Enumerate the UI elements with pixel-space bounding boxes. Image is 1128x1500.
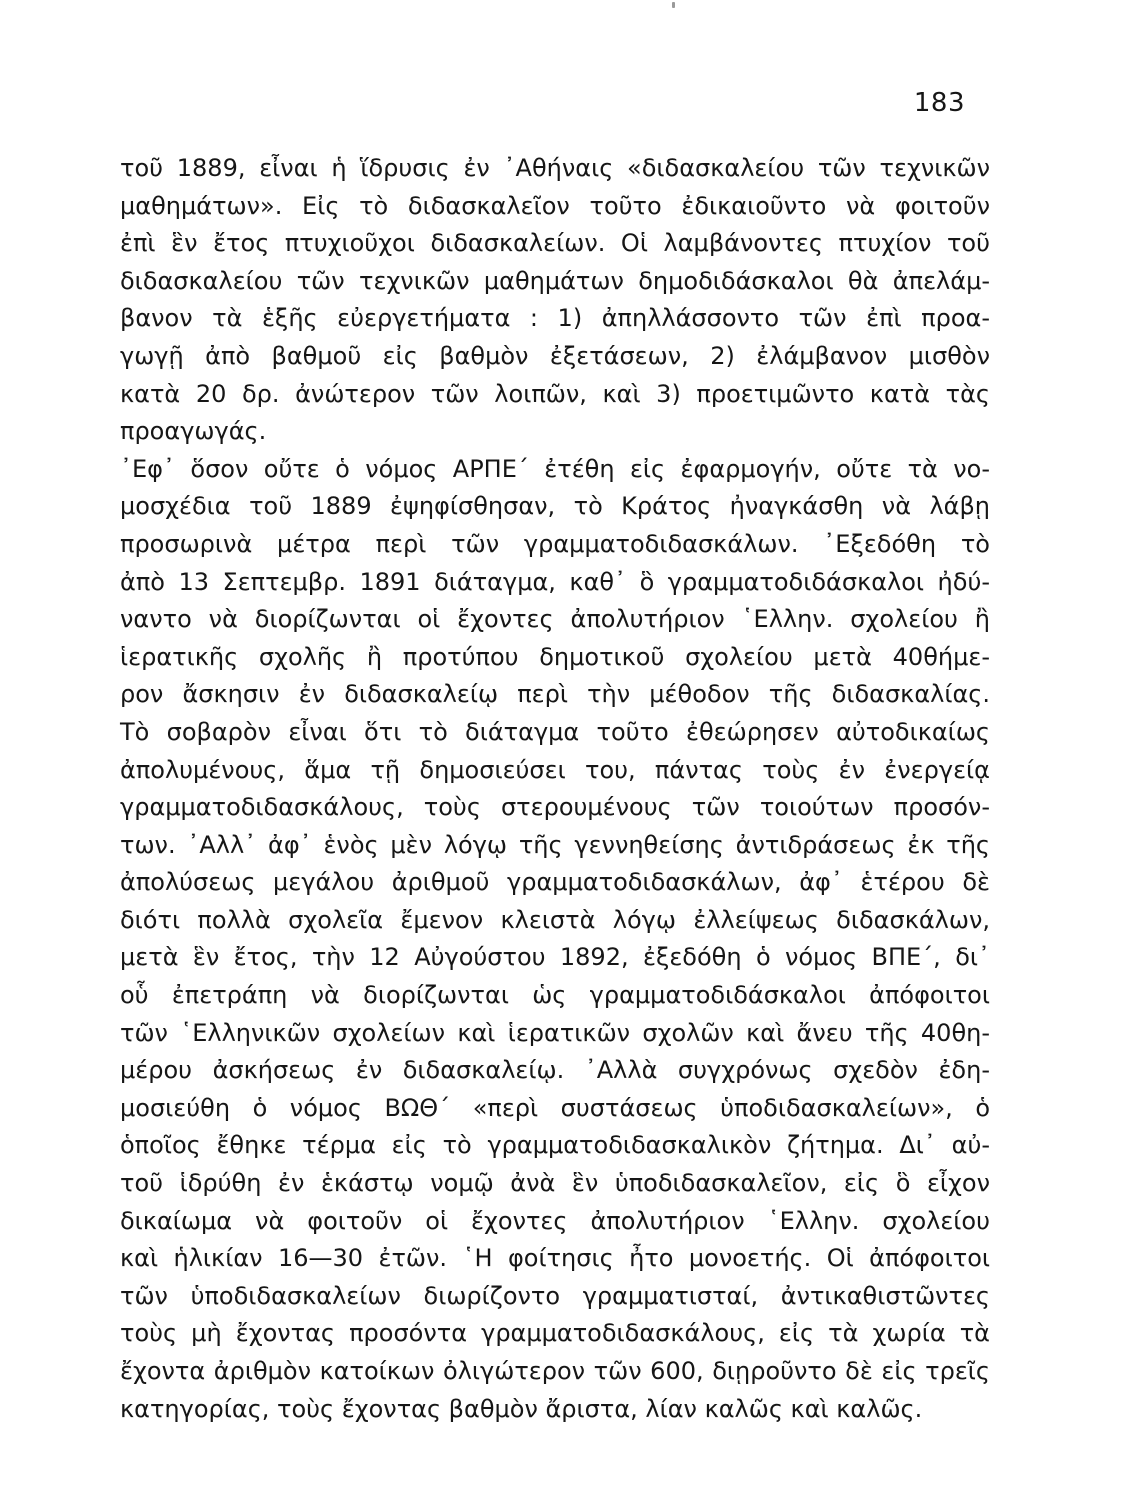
text-line: κατηγορίας, τοὺς ἔχοντας βαθμὸν ἄριστα, λίαν καλῶς καὶ καλῶς. <box>120 1394 923 1423</box>
text-line: μαθημάτων». Εἰς τὸ διδασκαλεῖον τοῦτο ἐδικαιοῦντο νὰ φοιτοῦν <box>120 191 990 220</box>
text-line: ἱερατικῆς σχολῆς ἢ προτύπου δημοτικοῦ σχολείου μετὰ 40θήμε- <box>120 642 990 671</box>
text-line: διότι πολλὰ σχολεῖα ἔμενον κλειστὰ λόγῳ ἐλλείψεως διδασκάλων, <box>120 905 990 934</box>
text-line: μοσχέδια τοῦ 1889 ἐψηφίσθησαν, τὸ Κράτος ἠναγκάσθη νὰ λάβῃ <box>120 492 990 521</box>
text-line: τῶν ῾Ελληνικῶν σχολείων καὶ ἱερατικῶν σχολῶν καὶ ἄνευ τῆς 40θη- <box>120 1018 990 1047</box>
text-line: ἀπὸ 13 Σεπτεμβρ. 1891 διάταγμα, καθ᾿ ὃ γραμματοδιδάσκαλοι ἠδύ- <box>120 567 990 596</box>
text-line: προσωρινὰ μέτρα περὶ τῶν γραμματοδιδασκάλων. ᾿Εξεδόθη τὸ <box>120 529 990 558</box>
scan-speck <box>672 2 675 8</box>
text-line: ὁποῖος ἔθηκε τέρμα εἰς τὸ γραμματοδιδασκαλικὸν ζήτημα. Δι᾿ αὐ- <box>120 1131 990 1160</box>
text-line: τοῦ 1889, εἶναι ἡ ἵδρυσις ἐν ᾿Αθήναις «διδασκαλείου τῶν τεχνικῶν <box>120 154 990 182</box>
text-line: ρον ἄσκησιν ἐν διδασκαλείῳ περὶ τὴν μέθοδον τῆς διδασκαλίας. <box>120 680 990 709</box>
body-text <box>120 150 990 1428</box>
text-line: κατὰ 20 δρ. ἀνώτερον τῶν λοιπῶν, καὶ 3) προετιμῶντο κατὰ τὰς <box>120 379 990 408</box>
text-line: προαγωγάς. <box>120 417 267 446</box>
text-line: τοῦ ἱδρύθη ἐν ἑκάστῳ νομῷ ἀνὰ ἓν ὑποδιδασκαλεῖον, εἰς ὃ εἶχον <box>120 1169 990 1198</box>
text-line: καὶ ἡλικίαν 16—30 ἐτῶν. ῾Η φοίτησις ἦτο μονοετής. Οἱ ἀπόφοιτοι <box>120 1244 990 1273</box>
text-line: Τὸ σοβαρὸν εἶναι ὅτι τὸ διάταγμα τοῦτο ἐθεώρησεν αὐτοδικαίως <box>120 717 990 746</box>
text-line: διδασκαλείου τῶν τεχνικῶν μαθημάτων δημοδιδάσκαλοι θὰ ἀπελάμ- <box>120 266 990 295</box>
text-line: ναντο νὰ διορίζωνται οἱ ἔχοντες ἀπολυτήριον ῾Ελλην. σχολείου ἢ <box>120 605 990 634</box>
text-line: μοσιεύθη ὁ νόμος ΒΩΘ΄ «περὶ συστάσεως ὑποδιδασκαλείων», ὁ <box>120 1093 990 1122</box>
text-line: μετὰ ἓν ἔτος, τὴν 12 Αὐγούστου 1892, ἐξεδόθη ὁ νόμος ΒΠΕ΄, δι᾿ <box>120 943 990 972</box>
text-line: δικαίωμα νὰ φοιτοῦν οἱ ἔχοντες ἀπολυτήριον ῾Ελλην. σχολείου <box>120 1206 990 1235</box>
text-line: τῶν ὑποδιδασκαλείων διωρίζοντο γραμματισταί, ἀντικαθιστῶντες <box>120 1281 990 1310</box>
text-line: ἔχοντα ἀριθμὸν κατοίκων ὀλιγώτερον τῶν 600, διῃροῦντο δὲ εἰς τρεῖς <box>120 1357 990 1385</box>
text-line: γραμματοδιδασκάλους, τοὺς στερουμένους τῶν τοιούτων προσόν- <box>120 793 990 822</box>
text-line: τοὺς μὴ ἔχοντας προσόντα γραμματοδιδασκάλους, εἰς τὰ χωρία τὰ <box>120 1319 990 1348</box>
text-line: ἀπολύσεως μεγάλου ἀριθμοῦ γραμματοδιδασκάλων, ἀφ᾿ ἑτέρου δὲ <box>120 868 990 897</box>
text-line: ἀπολυμένους, ἅμα τῇ δημοσιεύσει του, πάντας τοὺς ἐν ἐνεργείᾳ <box>120 755 990 784</box>
text-line: γωγῇ ἀπὸ βαθμοῦ εἰς βαθμὸν ἐξετάσεων, 2) ἐλάμβανον μισθὸν <box>120 341 990 370</box>
text-line: ᾿Εφ᾿ ὅσον οὔτε ὁ νόμος ΑΡΠΕ΄ ἐτέθη εἰς ἐφαρμογήν, οὔτε τὰ νο- <box>120 454 990 483</box>
text-line: των. ᾿Αλλ᾿ ἀφ᾿ ἑνὸς μὲν λόγῳ τῆς γεννηθείσης ἀντιδράσεως ἐκ τῆς <box>120 830 990 859</box>
text-line: ἐπὶ ἓν ἔτος πτυχιοῦχοι διδασκαλείων. Οἱ λαμβάνοντες πτυχίον τοῦ <box>120 229 990 258</box>
text-line: οὗ ἐπετράπη νὰ διορίζωνται ὡς γραμματοδιδάσκαλοι ἀπόφοιτοι <box>120 981 990 1010</box>
page-number: 183 <box>913 88 965 118</box>
text-line: βανον τὰ ἑξῆς εὐεργετήματα : 1) ἀπηλλάσσοντο τῶν ἐπὶ προα- <box>120 304 990 333</box>
text-line: μέρου ἀσκήσεως ἐν διδασκαλείῳ. ᾿Αλλὰ συγχρόνως σχεδὸν ἐδη- <box>120 1056 990 1085</box>
